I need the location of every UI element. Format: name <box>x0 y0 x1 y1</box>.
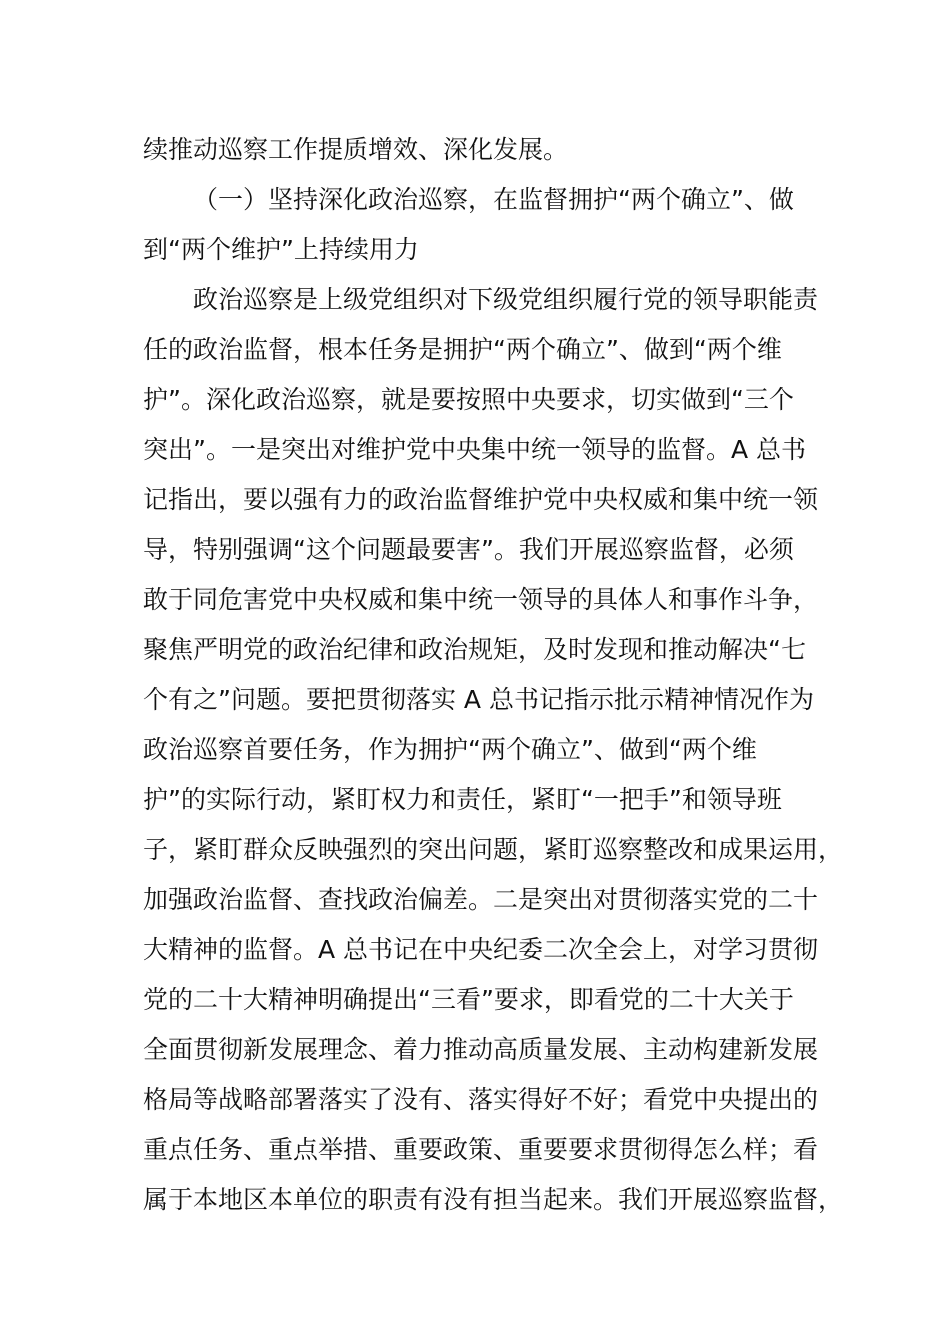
paragraph-line: 子，紧盯群众反映强烈的突出问题，紧盯巡察整改和成果运用， <box>143 835 844 864</box>
paragraph-line: 政治巡察是上级党组织对下级党组织履行党的领导职能责 <box>193 285 819 314</box>
paragraph-line: 记指出，要以强有力的政治监督维护党中央权威和集中统一领 <box>143 485 819 514</box>
paragraph-line: 导，特别强调“这个问题最要害”。我们开展巡察监督，必须 <box>143 535 794 564</box>
paragraph-line: 全面贯彻新发展理念、着力推动高质量发展、主动构建新发展 <box>143 1035 819 1064</box>
paragraph-line: 突出”。一是突出对维护党中央集中统一领导的监督。A 总书 <box>143 435 807 464</box>
paragraph-line: 聚焦严明党的政治纪律和政治规矩，及时发现和推动解决“七 <box>143 635 806 664</box>
paragraph-line: 大精神的监督。A 总书记在中央纪委二次全会上，对学习贯彻 <box>143 935 819 964</box>
paragraph-line: 党的二十大精神明确提出“三看”要求，即看党的二十大关于 <box>143 985 794 1014</box>
paragraph-line: 续推动巡察工作提质增效、深化发展。 <box>143 135 569 164</box>
paragraph-line: 属于本地区本单位的职责有没有担当起来。我们开展巡察监督， <box>143 1185 844 1214</box>
paragraph-line: 个有之”问题。要把贯彻落实 A 总书记指示批示精神情况作为 <box>143 685 814 714</box>
paragraph-line: 敢于同危害党中央权威和集中统一领导的具体人和事作斗争， <box>143 585 819 614</box>
paragraph-line: 政治巡察首要任务，作为拥护“两个确立”、做到“两个维 <box>143 735 757 764</box>
paragraph-line: 重点任务、重点举措、重要政策、重要要求贯彻得怎么样；看 <box>143 1135 819 1164</box>
paragraph-line: 护”。深化政治巡察，就是要按照中央要求，切实做到“三个 <box>143 385 794 414</box>
paragraph-line: 护”的实际行动，紧盯权力和责任，紧盯“一把手”和领导班 <box>143 785 782 814</box>
paragraph-line: 任的政治监督，根本任务是拥护“两个确立”、做到“两个维 <box>143 335 782 364</box>
section-heading-line: 到“两个维护”上持续用力 <box>143 235 419 264</box>
section-heading-line: （一）坚持深化政治巡察，在监督拥护“两个确立”、做 <box>193 185 794 214</box>
paragraph-line: 格局等战略部署落实了没有、落实得好不好；看党中央提出的 <box>143 1085 819 1114</box>
paragraph-line: 加强政治监督、查找政治偏差。二是突出对贯彻落实党的二十 <box>143 885 819 914</box>
